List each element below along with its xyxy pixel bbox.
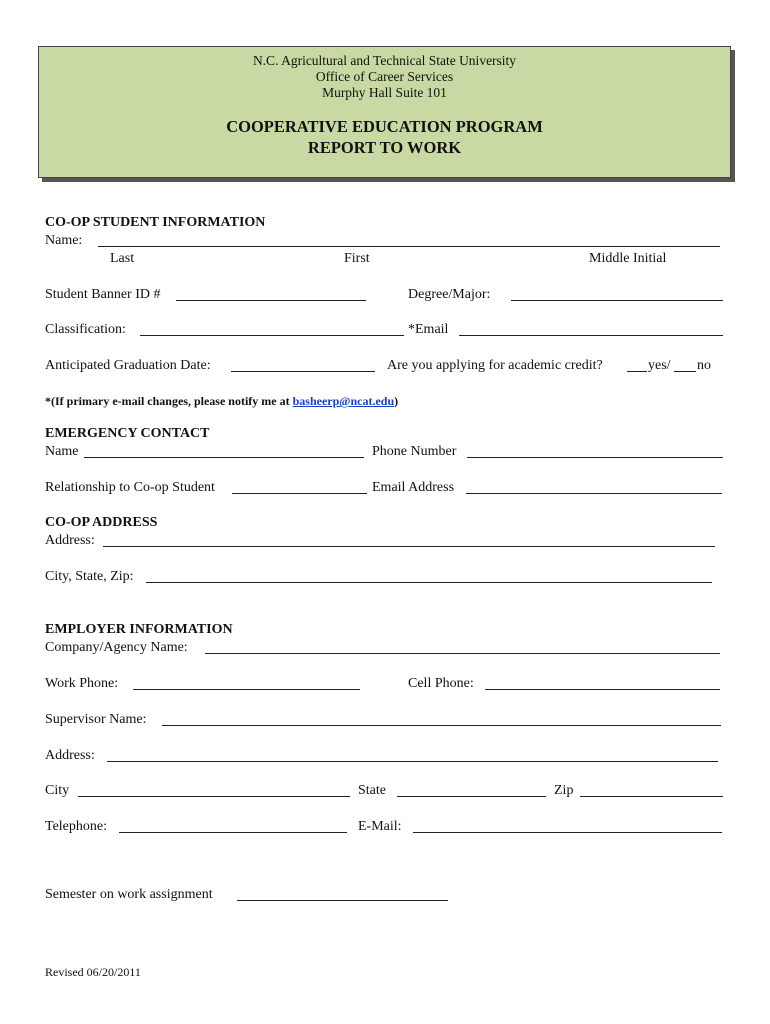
student-name-field[interactable] [98,246,720,247]
email-note-suffix: ) [394,394,399,408]
semester-label: Semester on work assignment [45,887,213,902]
program-title: COOPERATIVE EDUCATION PROGRAM [226,117,543,136]
coop-city-state-zip-label: City, State, Zip: [45,569,134,584]
classification-field[interactable] [140,335,404,336]
degree-major-field[interactable] [511,300,723,301]
employer-address-label: Address: [45,748,95,763]
employer-info-heading: EMPLOYER INFORMATION [45,622,233,637]
employer-zip-field[interactable] [580,796,723,797]
semester-field[interactable] [237,900,448,901]
email-change-note [45,393,398,409]
emergency-email-field[interactable] [466,493,722,494]
coop-city-state-zip-field[interactable] [146,582,712,583]
relationship-field[interactable] [232,493,367,494]
email-note-prefix: *(If primary e-mail changes, please notify me at [45,394,290,408]
cell-phone-field[interactable] [485,689,720,690]
relationship-label: Relationship to Co-op Student [45,480,215,495]
revision-date: Revised 06/20/2011 [45,965,141,979]
student-info-heading: CO-OP STUDENT INFORMATION [45,215,266,230]
employer-telephone-label: Telephone: [45,819,107,834]
form-title: REPORT TO WORK [307,138,462,157]
classification-label: Classification: [45,322,126,337]
employer-zip-label: Zip [554,783,574,798]
email-field[interactable] [459,335,723,336]
credit-yes-label: yes/ [648,358,671,373]
contact-email-link[interactable]: basheerp@ncat.edu [292,394,395,408]
emergency-contact-heading: EMERGENCY CONTACT [45,426,210,441]
middle-initial-caption: Middle Initial [589,251,667,266]
employer-state-field[interactable] [397,796,546,797]
university-name: N.C. Agricultural and Technical State University [252,53,517,68]
company-name-field[interactable] [205,653,720,654]
header-box [38,46,731,178]
email-label: *Email [408,322,449,337]
credit-no-blank[interactable] [674,371,696,372]
emergency-name-label: Name [45,444,79,459]
employer-telephone-field[interactable] [119,832,347,833]
coop-address-field[interactable] [103,546,715,547]
banner-id-label: Student Banner ID # [45,287,161,302]
coop-address-heading: CO-OP ADDRESS [45,515,158,530]
employer-email-label: E-Mail: [358,819,402,834]
company-name-label: Company/Agency Name: [45,640,188,655]
graduation-date-label: Anticipated Graduation Date: [45,358,211,373]
employer-address-field[interactable] [107,761,718,762]
emergency-name-field[interactable] [84,457,364,458]
supervisor-name-label: Supervisor Name: [45,712,147,727]
office-location: Murphy Hall Suite 101 [322,85,447,100]
work-phone-label: Work Phone: [45,676,119,691]
cell-phone-label: Cell Phone: [408,676,474,691]
emergency-phone-label: Phone Number [372,444,457,459]
employer-city-label: City [45,783,70,798]
first-name-caption: First [344,251,370,266]
office-name: Office of Career Services [315,69,454,84]
employer-city-field[interactable] [78,796,350,797]
degree-major-label: Degree/Major: [408,287,491,302]
credit-no-label: no [697,358,711,373]
student-name-label: Name: [45,233,83,248]
work-phone-field[interactable] [133,689,360,690]
emergency-phone-field[interactable] [467,457,723,458]
graduation-date-field[interactable] [231,371,375,372]
emergency-email-label: Email Address [372,480,455,495]
coop-address-label: Address: [45,533,95,548]
academic-credit-question: Are you applying for academic credit? [387,358,603,373]
supervisor-name-field[interactable] [162,725,721,726]
last-name-caption: Last [110,251,135,266]
banner-id-field[interactable] [176,300,366,301]
credit-yes-blank[interactable] [627,371,647,372]
employer-email-field[interactable] [413,832,722,833]
employer-state-label: State [358,783,386,798]
